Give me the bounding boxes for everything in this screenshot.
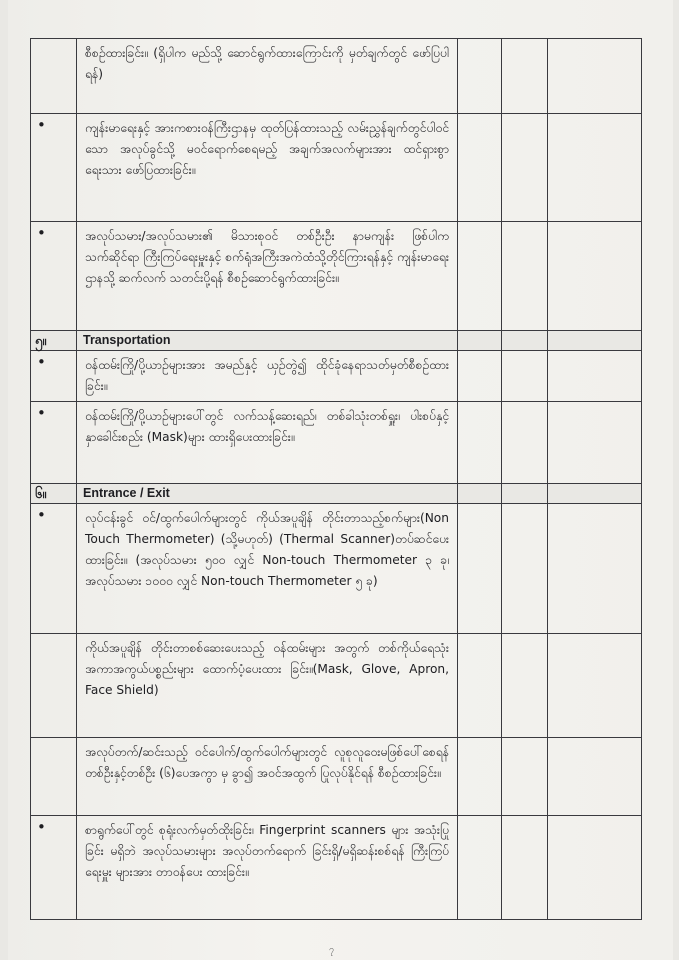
section-row-transportation xyxy=(31,331,642,351)
check-cell-1[interactable] xyxy=(458,39,502,114)
bullet-marker: • xyxy=(37,818,46,836)
check-cell-1[interactable] xyxy=(458,634,502,738)
remarks-cell[interactable] xyxy=(548,222,642,331)
bullet-marker: • xyxy=(37,404,46,422)
row-marker xyxy=(31,39,76,43)
remarks-cell[interactable] xyxy=(548,351,642,402)
checklist-row xyxy=(31,504,642,634)
checklist-row xyxy=(31,816,642,920)
remarks-cell[interactable] xyxy=(548,39,642,114)
check-cell-2[interactable] xyxy=(502,351,548,402)
bullet-marker: • xyxy=(37,224,46,242)
remarks-cell[interactable] xyxy=(548,634,642,738)
checklist-row xyxy=(31,114,642,222)
bullet-marker: • xyxy=(37,116,46,134)
checklist-row xyxy=(31,738,642,816)
remarks-cell[interactable] xyxy=(548,738,642,816)
check-cell-2[interactable] xyxy=(502,504,548,634)
row-marker xyxy=(31,634,76,638)
remarks-cell[interactable] xyxy=(548,114,642,222)
checklist-row xyxy=(31,39,642,114)
row-text: အလုပ်သမား/အလုပ်သမား၏ မိသားစုဝင် တစ်ဦးဦး နာမကျန်း ဖြစ်ပါက သက်ဆိုင်ရာ ကြီးကြပ်ရေးမှူးနှင့် စက်ရုံအကြီးအကဲထံသို့တိုင်ကြားရန်နှင့် ကျန်းမာရေးဌာနသို့ ဆက်လက် သတင်းပို့ရန် စီစဉ်ဆောင်ရွက်ထားခြင်း။ xyxy=(85,229,449,285)
bullet-marker: • xyxy=(37,506,46,524)
check-cell-1[interactable] xyxy=(458,402,502,484)
check-cell-1[interactable] xyxy=(458,351,502,402)
check-cell-1[interactable] xyxy=(458,222,502,331)
check-cell-1[interactable] xyxy=(458,504,502,634)
bullet-marker: • xyxy=(37,353,46,371)
check-cell-2[interactable] xyxy=(502,816,548,920)
section-row-entrance-exit xyxy=(31,484,642,504)
check-cell-1[interactable] xyxy=(458,738,502,816)
section-title: Transportation xyxy=(83,333,171,347)
section-title: Entrance / Exit xyxy=(83,486,170,500)
check-cell-2[interactable] xyxy=(502,114,548,222)
row-text: စီစဉ်ထားခြင်း။ (ရှိပါက မည်သို့ ဆောင်ရွက်ထားကြောင်းကို မှတ်ချက်တွင် ဖော်ပြပါရန်) xyxy=(85,46,449,81)
row-text: ဝန်ထမ်းကြို/ပို့ယာဉ်များပေါ်တွင် လက်သန့်ဆေးရည်၊ တစ်ခါသုံးတစ်ရှူး၊ ပါးစပ်နှင့် နှာခေါင်းစည်း (Mask)များ ထားရှိပေးထားခြင်း။ xyxy=(85,409,449,444)
page-number: ၇ xyxy=(329,945,335,955)
remarks-cell[interactable] xyxy=(548,504,642,634)
row-text: ကျန်းမာရေးနှင့် အားကစားဝန်ကြီးဌာနမှ ထုတ်ပြန်ထားသည့် လမ်းညွှန်ချက်တွင်ပါဝင်သော အလုပ်ခွင်သို့ မဝင်ရောက်စေရမည့် အချက်အလက်များအား ထင်ရှားစွာရေးသား ဖော်ပြထားခြင်း။ xyxy=(85,121,449,177)
check-cell-1[interactable] xyxy=(458,114,502,222)
section-number: ၅။ xyxy=(35,334,47,349)
checklist-row xyxy=(31,351,642,402)
remarks-cell[interactable] xyxy=(548,402,642,484)
checklist-row xyxy=(31,222,642,331)
check-cell-2[interactable] xyxy=(502,39,548,114)
checklist-table xyxy=(30,38,642,920)
section-number: ၆။ xyxy=(35,487,47,502)
check-cell-2[interactable] xyxy=(502,634,548,738)
row-text: ကိုယ်အပူချိန် တိုင်းတာစစ်ဆေးပေးသည့် ဝန်ထမ်းများ အတွက် တစ်ကိုယ်ရေသုံး အကာအကွယ်ပစ္စည်းများ ထောက်ပံ့ပေးထား ခြင်း။(Mask, Glove, Apron, Face Shield) xyxy=(85,641,449,697)
row-marker xyxy=(31,738,76,742)
checklist-row xyxy=(31,634,642,738)
row-text: စာရွက်ပေါ်တွင် စုရုံးလက်မှတ်ထိုးခြင်း၊ Fingerprint scanners များ အသုံးပြုခြင်း မရှိဘဲ အလုပ်သမားများ အလုပ်တက်ရောက် ခြင်းရှိ/မရှိဆန်းစစ်ရန် ကြီးကြပ်ရေးမှူး များအား တာဝန်ပေး ထားခြင်း။ xyxy=(85,823,449,879)
check-cell-2[interactable] xyxy=(502,402,548,484)
row-text: အလုပ်တက်/ဆင်းသည့် ဝင်ပေါက်/ထွက်ပေါက်များတွင် လူစုလူဝေးမဖြစ်ပေါ်စေရန် တစ်ဦးနှင့်တစ်ဦး (၆)ပေအကွာ မှ ခွာ၍ အဝင်အထွက် ပြုလုပ်နိုင်ရန် စီစဉ်ထားခြင်း။ xyxy=(85,745,449,780)
checklist-row xyxy=(31,402,642,484)
check-cell-1[interactable] xyxy=(458,816,502,920)
row-text: ဝန်ထမ်းကြို/ပို့ယာဉ်များအား အမည်နှင့် ယှဉ်တွဲ၍ ထိုင်ခုံနေရာသတ်မှတ်စီစဉ်ထားခြင်း။ xyxy=(85,358,449,393)
check-cell-2[interactable] xyxy=(502,738,548,816)
row-text: လုပ်ငန်းခွင် ဝင်/ထွက်ပေါက်များတွင် ကိုယ်အပူချိန် တိုင်းတာသည့်စက်များ(Non Touch Thermometer) (သို့မဟုတ်) (Thermal Scanner)တပ်ဆင်ပေးထားခြင်း။ (အလုပ်သမား ၅၀၀ လျှင် Non-touch Thermometer ၃ ခု၊ အလုပ်သမား ၁၀၀၀ လျှင် Non-touch Thermometer ၅ ခု) xyxy=(85,511,449,588)
check-cell-2[interactable] xyxy=(502,222,548,331)
remarks-cell[interactable] xyxy=(548,816,642,920)
